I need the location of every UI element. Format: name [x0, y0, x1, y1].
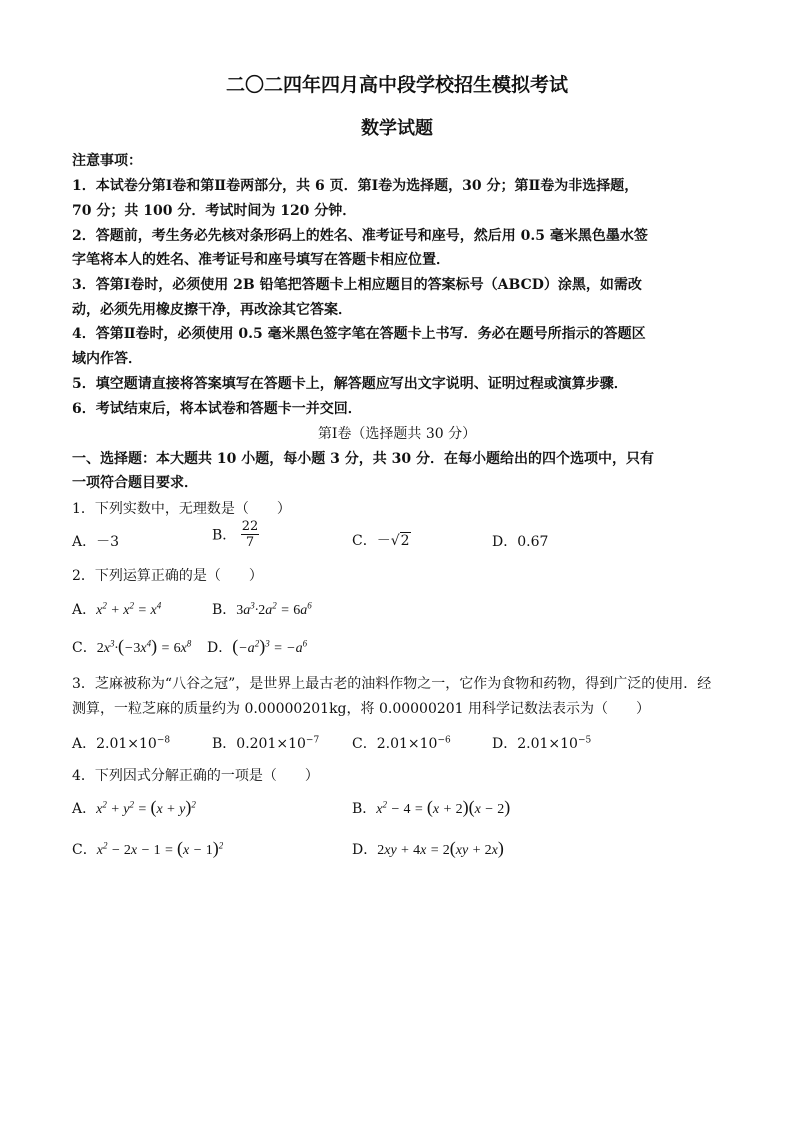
- option-base: 2.01×10: [96, 736, 157, 752]
- q1-option-d: [492, 531, 548, 551]
- notice-line: 5．填空题请直接将答案填写在答题卡上，解答题应写出文字说明、证明过程或演算步骤．: [72, 376, 628, 392]
- option-text: 0.67: [517, 534, 549, 550]
- option-exponent: −6: [437, 735, 451, 746]
- q2-option-a: [72, 599, 161, 619]
- option-label: C．: [352, 736, 377, 752]
- option-text: －3: [96, 534, 120, 550]
- formula: $3a^3\cdot 2a^2 = 6a^6$: [236, 600, 312, 618]
- option-base: 2.01×10: [376, 736, 438, 752]
- question-1-stem: 1．下列实数中，无理数是（ ）: [72, 501, 291, 517]
- formula: $(-a^2)^3 = -a^6$: [232, 636, 308, 656]
- question-2-stem: 2．下列运算正确的是（ ）: [72, 568, 263, 584]
- question-3-stem: 测算，一粒芝麻的质量约为 0.00000201kg，将 0.00000201 用科学记数法表示为（ ）: [72, 701, 651, 717]
- notice-line: 字笔将本人的姓名、准考证号和座号填写在答题卡相应位置．: [72, 252, 450, 268]
- option-sign: －: [376, 533, 391, 549]
- question-4-stem: 4．下列因式分解正确的一项是（ ）: [72, 768, 319, 784]
- option-label: C．: [352, 533, 377, 549]
- notice-line: 4．答第Ⅱ卷时，必须使用 0.5 毫米黑色签字笔在答题卡上书写．务必在题号所指示的答题区: [72, 326, 646, 342]
- formula: $x^2 + y^2 = (x + y)^2$: [96, 797, 196, 817]
- option-exponent: −7: [305, 735, 320, 746]
- q4-option-a: [72, 797, 196, 818]
- option-label: C．: [72, 842, 97, 858]
- option-base: 0.201×10: [236, 736, 306, 752]
- formula: $x^2 - 4 = (x + 2)(x - 2)$: [376, 797, 511, 817]
- q2-option-b: [212, 599, 312, 619]
- option-label: D．: [492, 534, 518, 550]
- notice-line: 域内作答．: [72, 351, 142, 367]
- notice-line: 70 分；共 100 分．考试时间为 120 分钟．: [72, 203, 357, 219]
- option-exponent: −5: [577, 735, 592, 746]
- formula: $x^2 + x^2 = x^4$: [96, 600, 162, 618]
- question-3-stem: 3．芝麻被称为“八谷之冠”，是世界上最古老的油料作物之一，它作为食物和药物，得到广泛的使用．经: [72, 676, 712, 692]
- formula: $2x^3\cdot(-3x^4) = 6x^8$: [96, 636, 192, 656]
- q2-option-c: [72, 636, 191, 657]
- denominator: 7: [245, 535, 255, 550]
- numerator: 22: [241, 519, 259, 534]
- option-label: D．: [492, 736, 518, 752]
- q2-option-d: [207, 636, 307, 657]
- option-label: A．: [72, 736, 97, 752]
- option-label: B．: [212, 527, 237, 544]
- section-intro: 一项符合题目要求．: [72, 475, 198, 491]
- sqrt-symbol: √2: [390, 533, 410, 549]
- formula: 2xy + 4x = 2(xy + 2x): [377, 838, 504, 858]
- option-label: A．: [72, 602, 97, 618]
- q1-option-b: [212, 519, 259, 550]
- option-label: C．: [72, 640, 97, 656]
- radicand: 2: [400, 533, 410, 549]
- q1-option-a: [72, 531, 119, 551]
- notice-line: 动，必须先用橡皮擦干净，再改涂其它答案．: [72, 302, 352, 318]
- q4-option-b: [352, 797, 510, 818]
- notice-line: 2．答题前，考生务必先核对条形码上的姓名、准考证号和座号，然后用 0.5 毫米黑色墨水签: [72, 228, 648, 244]
- formula: $x^2 - 2x - 1 = (x - 1)^2$: [96, 838, 224, 858]
- notice-line: 1．本试卷分第Ⅰ卷和第Ⅱ卷两部分，共 6 页．第Ⅰ卷为选择题，30 分；第Ⅱ卷为非选择题，: [72, 178, 639, 194]
- q4-option-d: [352, 838, 504, 859]
- notice-line: 3．答第Ⅰ卷时，必须使用 2B 铅笔把答题卡上相应题目的答案标号（ABCD）涂黑，如需改: [72, 277, 642, 293]
- option-label: B．: [352, 801, 377, 817]
- option-label: B．: [212, 602, 237, 618]
- option-base: 2.01×10: [517, 736, 578, 752]
- option-label: A．: [72, 534, 97, 550]
- fraction: [241, 519, 260, 550]
- option-exponent: −8: [156, 735, 171, 746]
- exam-title: 二〇二四年四月高中段学校招生模拟考试: [225, 74, 568, 96]
- q3-option-a: [72, 733, 170, 753]
- option-label: B．: [212, 736, 237, 752]
- option-label: D．: [207, 640, 233, 656]
- section-heading: 第Ⅰ卷（选择题共 30 分）: [317, 426, 477, 442]
- option-label: D．: [352, 842, 378, 858]
- section-intro: 一、选择题：本大题共 10 小题，每小题 3 分，共 30 分．在每小题给出的四个选项中，只有: [72, 451, 654, 467]
- q4-option-c: [72, 838, 223, 859]
- q3-option-c: [352, 733, 451, 753]
- q3-option-b: [212, 733, 319, 753]
- exam-subtitle: 数学试题: [361, 118, 433, 139]
- notice-heading: 注意事项：: [72, 153, 142, 169]
- option-label: A．: [72, 801, 97, 817]
- q1-option-c: [352, 530, 411, 550]
- notice-line: 6．考试结束后，将本试卷和答题卡一并交回．: [72, 401, 362, 417]
- q3-option-d: [492, 733, 591, 753]
